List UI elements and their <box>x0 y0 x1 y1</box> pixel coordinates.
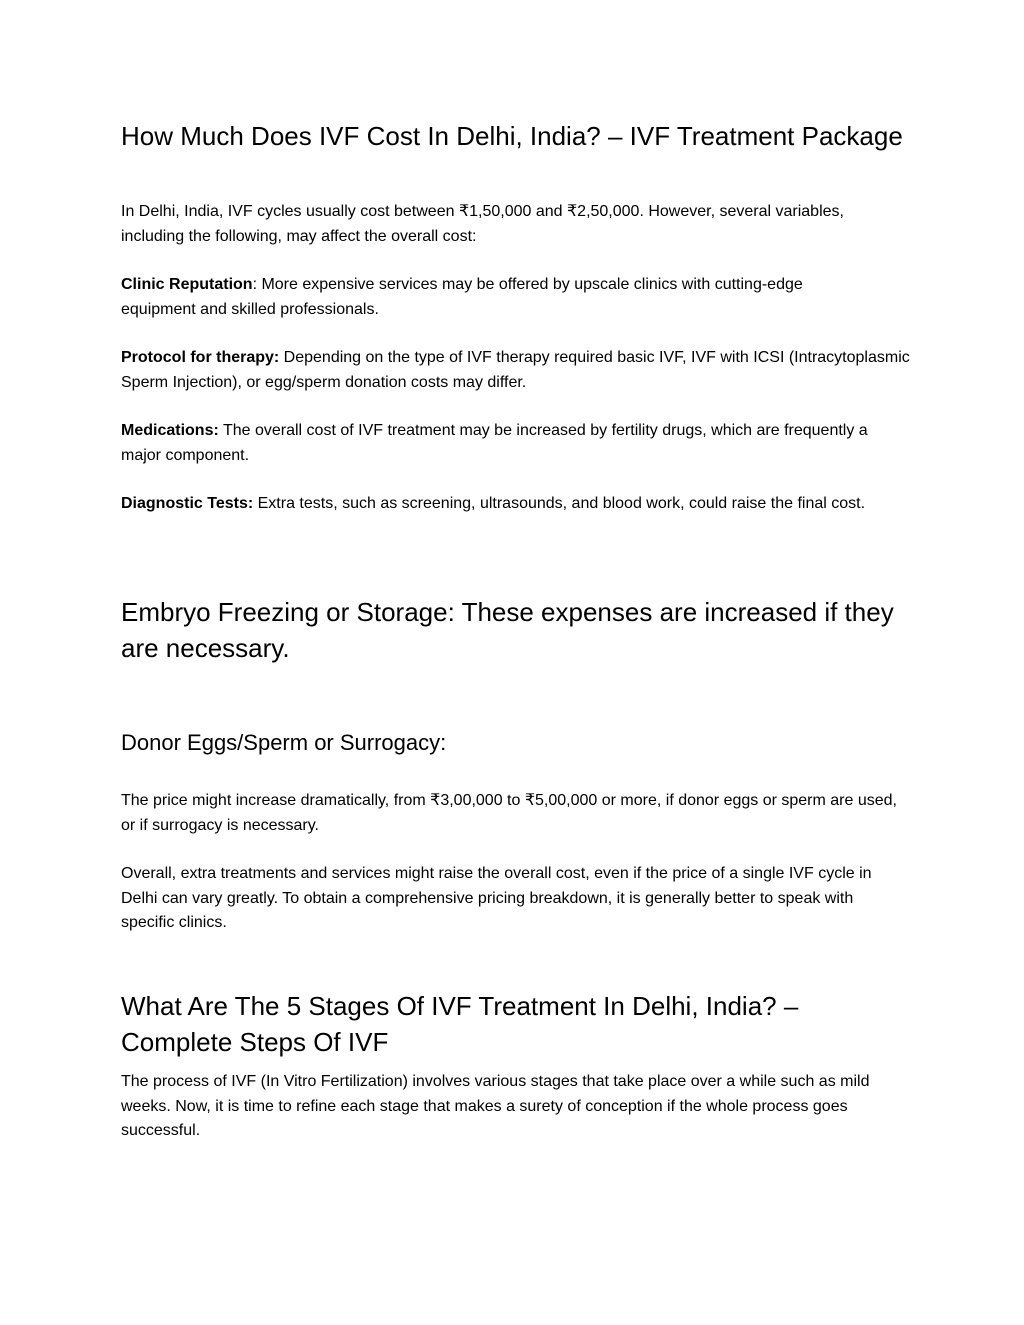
donor-paragraph-2: Overall, extra treatments and services might raise the overall cost, even if the price of a single IVF cycle in Delhi can vary greatly. To obtain a comprehensive pricing breakdown, it is generally better to speak with specific clinics. <box>121 865 872 931</box>
cost-intro: In Delhi, India, IVF cycles usually cost between ₹1,50,000 and ₹2,50,000. However, several variables, including the following, may affect the overall cost: <box>121 203 844 245</box>
donor-paragraph-1: The price might increase dramatically, from ₹3,00,000 to ₹5,00,000 or more, if donor eggs or sperm are used, or if surrogacy is necessary. <box>121 792 897 834</box>
factor-text: Depending on the type of IVF therapy required basic IVF, IVF with ICSI (Intracytoplasmic Sperm Injection), or egg/sperm donation costs may differ. <box>121 349 910 391</box>
factor-text: : More expensive services may be offered by upscale clinics with cutting-edge equipment and skilled professionals. <box>121 276 803 318</box>
cost-heading: How Much Does IVF Cost In Delhi, India? – IVF Treatment Package <box>121 121 903 151</box>
factor-medications <box>121 419 911 468</box>
embryo-heading: Embryo Freezing or Storage: These expenses are increased if they are necessary. <box>121 597 894 663</box>
factor-term: Protocol for therapy: <box>121 349 280 366</box>
factor-protocol <box>121 346 911 395</box>
factor-diagnostic-tests <box>121 492 911 517</box>
stages-heading: What Are The 5 Stages Of IVF Treatment In Delhi, India? – Complete Steps Of IVF <box>121 991 799 1057</box>
factor-text: The overall cost of IVF treatment may be increased by fertility drugs, which are frequently a major component. <box>121 422 868 464</box>
factor-clinic-reputation <box>121 273 821 322</box>
stages-intro: The process of IVF (In Vitro Fertilization) involves various stages that take place over a while such as mild weeks. Now, it is time to refine each stage that makes a surety of conception if the whole process goes successful. <box>121 1073 870 1139</box>
factor-term: Diagnostic Tests: <box>121 495 254 512</box>
factor-term: Medications: <box>121 422 219 439</box>
factor-text: Extra tests, such as screening, ultrasounds, and blood work, could raise the final cost. <box>253 495 866 512</box>
factor-term: Clinic Reputation <box>121 276 253 293</box>
donor-heading: Donor Eggs/Sperm or Surrogacy: <box>121 730 447 755</box>
